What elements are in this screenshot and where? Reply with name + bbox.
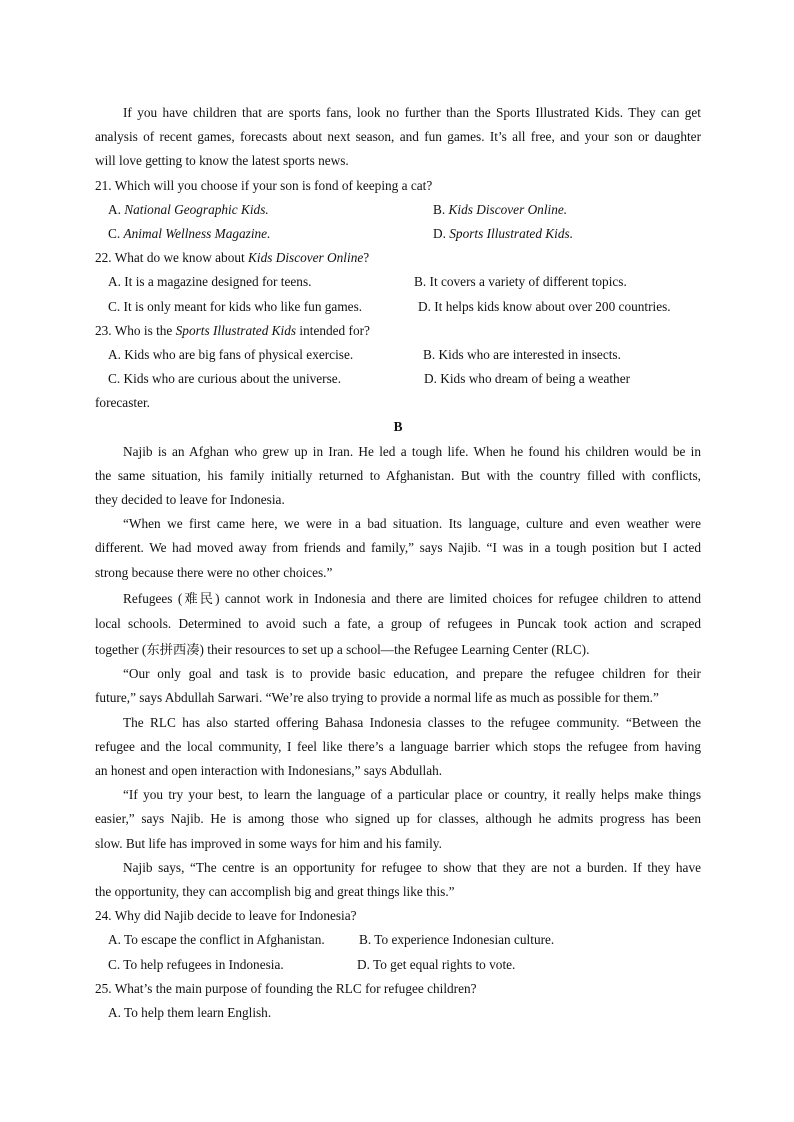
option-a: A. Kids who are big fans of physical exercise. [108,346,354,362]
text-line: Refugees (难民) cannot work in Indonesia and there are limited choices for refugee children to attend [123,590,701,606]
option-a: A. It is a magazine designed for teens. [108,274,312,290]
option-d: D. Sports Illustrated Kids. [433,225,574,241]
question-stem: 21. Which will you choose if your son is fond of keeping a cat? [95,177,433,193]
text-line: the opportunity, they can accomplish big and great things like this.” [95,883,455,899]
section-heading: B [393,419,403,435]
passage-b-paragraph-1 [95,440,701,513]
passage-b-paragraph-5 [95,711,701,784]
option-row [95,295,701,319]
option-row [95,953,701,977]
text-line: they decided to leave for Indonesia. [95,492,285,507]
option-row [95,222,701,246]
option-row [95,270,701,294]
text-line: different. We had moved away from friends and family,” says Najib. “I was in a tough position but I acted [95,540,701,556]
option-d-continuation: forecaster. [95,395,150,411]
text-line: the same situation, his family initially returned to Afghanistan. But with the country filled with conflicts, [95,467,701,483]
text-line: strong because there were no other choices.” [95,564,333,580]
question-23 [95,319,701,416]
text-line: “When we first came here, we were in a bad situation. Its language, culture and even weather were [123,516,701,532]
option-b: B. To experience Indonesian culture. [359,932,555,948]
passage-b-paragraph-6 [95,783,701,856]
option-c: C. It is only meant for kids who like fun games. [108,298,363,314]
option-d: D. Kids who dream of being a weather [424,371,631,387]
text-line: Najib is an Afghan who grew up in Iran. He led a tough life. When he found his children would be in [123,443,701,459]
text-line: If you have children that are sports fans, look no further than the Sports Illustrated Kids. They can get [123,105,701,120]
question-stem: 23. Who is the Sports Illustrated Kids intended for? [95,322,370,338]
option-row [95,367,701,391]
question-21 [95,174,701,247]
option-a: A. To escape the conflict in Afghanistan. [108,932,325,948]
passage-b-paragraph-7 [95,856,701,904]
text-line: will love getting to know the latest sports news. [95,153,349,169]
question-22 [95,246,701,319]
option-row [95,343,701,367]
question-24 [95,904,701,977]
option-c: C. Animal Wellness Magazine. [108,225,271,241]
option-b: B. Kids Discover Online. [433,201,568,217]
text-line: “Our only goal and task is to provide basic education, and prepare the refugee children for their [123,666,701,682]
passage-b-paragraph-4 [95,662,701,710]
text-line: future,” says Abdullah Sarwari. “We’re also trying to provide a normal life as much as possible for them.” [95,690,659,706]
text-line: Najib says, “The centre is an opportunity for refugee to show that they are not a burden. If they have [123,859,701,875]
option-a: A. To help them learn English. [108,1004,272,1020]
text-line: “If you try your best, to learn the language of a particular place or country, it really helps make things [123,787,701,803]
text-line: easier,” says Najib. He is among those who signed up for classes, although he admits progress has been [95,811,701,827]
text-line: local schools. Determined to avoid such a fate, a group of refugees in Puncak took action and scraped [95,616,701,632]
question-25 [95,977,701,1025]
text-line: refugee and the local community, I feel like there’s a language barrier which stops the refugee from having [95,738,701,754]
text-column [95,101,701,1025]
text-line: an honest and open interaction with Indonesians,” says Abdullah. [95,763,443,778]
option-b: B. It covers a variety of different topics. [414,274,627,290]
option-d: D. To get equal rights to vote. [357,956,516,972]
option-c: C. Kids who are curious about the universe. [108,371,342,387]
question-stem: 25. What’s the main purpose of founding the RLC for refugee children? [95,980,477,996]
text-line: analysis of recent games, forecasts about next season, and fun games. It’s all free, and your son or daughter [95,129,701,145]
question-stem: 22. What do we know about Kids Discover Online? [95,250,370,266]
passage-b-paragraph-3 [95,586,701,663]
passage-a-paragraph [95,101,701,174]
text-line: together (东拼西凑) their resources to set up a school—the Refugee Learning Center (RLC). [95,641,590,657]
passage-b-paragraph-2 [95,512,701,585]
option-c: C. To help refugees in Indonesia. [108,956,284,972]
option-row [95,928,701,952]
option-row [95,198,701,222]
question-stem: 24. Why did Najib decide to leave for Indonesia? [95,908,357,924]
option-d: D. It helps kids know about over 200 countries. [418,298,671,314]
option-a: A. National Geographic Kids. [108,201,269,217]
option-b: B. Kids who are interested in insects. [423,346,621,362]
text-line: slow. But life has improved in some ways for him and his family. [95,835,442,851]
text-line: The RLC has also started offering Bahasa Indonesia classes to the refugee community. “Between the [123,714,701,730]
